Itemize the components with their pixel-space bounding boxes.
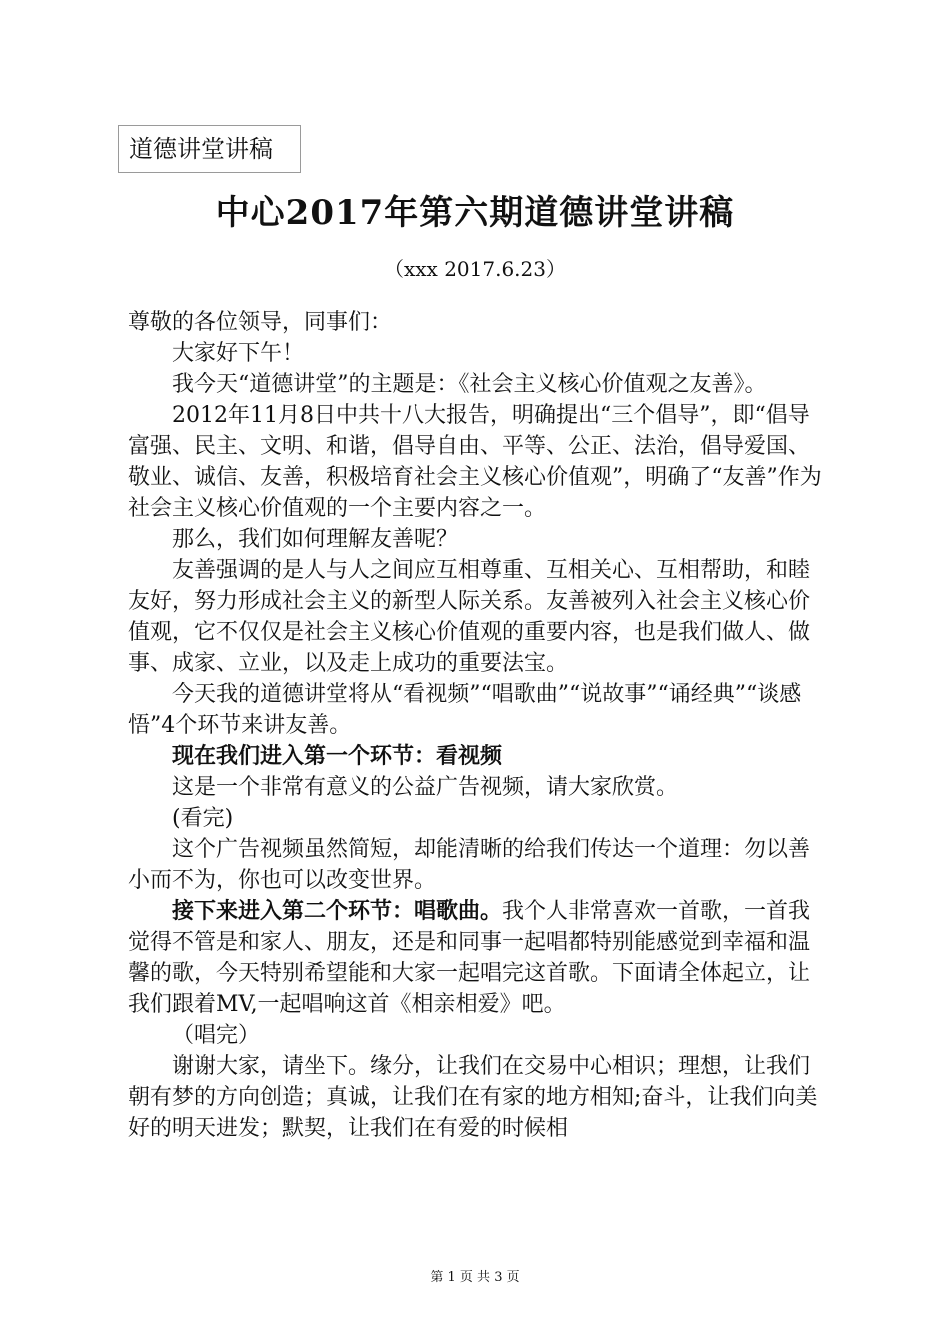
paragraph-watched: (看完) — [172, 806, 234, 831]
paragraph-sung: （唱完） — [172, 1023, 261, 1048]
page-title: 中心2017年第六期道德讲堂讲稿 — [215, 193, 735, 233]
paragraph-definition: 友善强调的是人与人之间应互相尊重、互相关心、互相帮助，和睦友好，努力形成社会主义的新型人际关系。友善被列入社会主义核心价值观，它不仅仅是社会主义核心价值观的重要内容，也是我们做人、做事、成家、立业，以及走上成功的重要法宝。 — [128, 558, 811, 676]
paragraph-agenda: 今天我的道德讲堂将从“看视频”“唱歌曲”“说故事”“诵经典”“谈感悟”4个环节来讲友善。 — [128, 682, 802, 738]
paragraph-video-lesson: 这个广告视频虽然简短，却能清晰的给我们传达一个道理：勿以善小而不为，你也可以改变世界。 — [128, 837, 811, 893]
section-heading-video: 现在我们进入第一个环节：看视频 — [172, 743, 503, 769]
author-date: （xxx 2017.6.23） — [384, 257, 566, 281]
document-body — [128, 307, 828, 1144]
paragraph-song — [128, 896, 828, 1020]
document-tag: 道德讲堂讲稿 — [118, 125, 301, 173]
paragraph-video-intro: 这是一个非常有意义的公益广告视频，请大家欣赏。 — [172, 775, 679, 800]
salutation: 尊敬的各位领导，同事们： — [128, 310, 393, 335]
page-footer: 第 1 页 共 3 页 — [430, 1270, 520, 1285]
greeting: 大家好下午！ — [172, 341, 305, 366]
paragraph-song-text: 我个人非常喜欢一首歌，一首我觉得不管是和家人、朋友，还是和同事一起唱都特别能感觉到幸福和温馨的歌，今天特别希望能和大家一起唱完这首歌。下面请全体起立，让我们跟着MV,一起唱响这首《相亲相爱》吧。 — [128, 899, 811, 1017]
paragraph-report: 2012年11月8日中共十八大报告，明确提出“三个倡导”，即“倡导富强、民主、文明、和谐，倡导自由、平等、公正、法治，倡导爱国、敬业、诚信、友善，积极培育社会主义核心价值观”，明确了“友善”作为社会主义核心价值观的一个主要内容之一。 — [128, 403, 822, 521]
paragraph-theme: 我今天“道德讲堂”的主题是：《社会主义核心价值观之友善》。 — [172, 372, 767, 397]
paragraph-thanks: 谢谢大家，请坐下。缘分，让我们在交易中心相识；理想，让我们朝有梦的方向创造；真诚，让我们在有家的地方相知;奋斗，让我们向美好的明天进发；默契，让我们在有爱的时候相 — [128, 1054, 818, 1141]
section-heading-song: 接下来进入第二个环节：唱歌曲。 — [172, 898, 503, 924]
paragraph-question: 那么，我们如何理解友善呢？ — [172, 527, 459, 552]
